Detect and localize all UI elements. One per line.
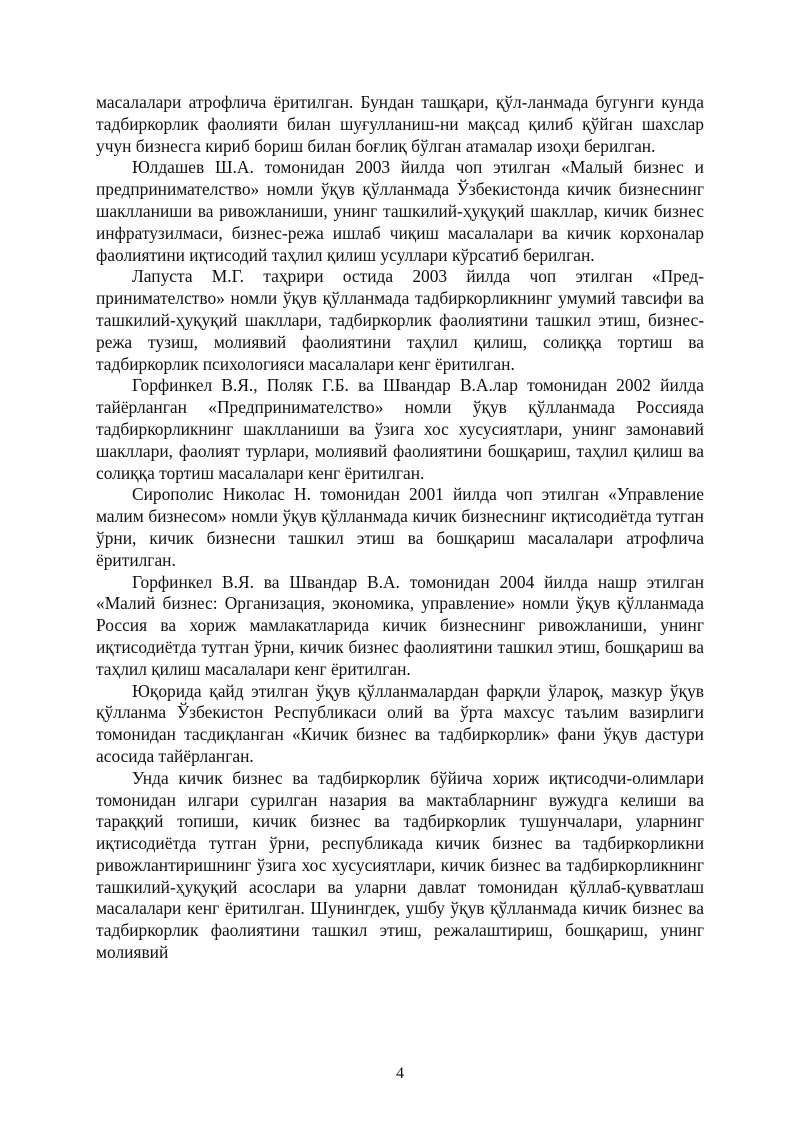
paragraph-yuldashev: Юлдашев Ш.А. томонидан 2003 йилда чоп этилган «Малый бизнес и предпринимателство» номли ўқув қўлланмада Ўзбекистонда кичик бизнеснинг шаклланиши ва ривожланиши, унинг ташкилий-ҳуқуқий шакллар, кичик бизнес инфратузилмаси, бизнес-режа ишлаб чиқиш масалалари ва кичик корхоналар фаолиятини иқтисодий таҳлил қилиш усуллари кўрсатиб берилган. xyxy=(96,157,704,265)
paragraph-continuation: масалалари атрофлича ёритилган. Бундан ташқари, қўл-ланмада бугунги кунда тадбиркорлик фаолияти билан шуғулланиш-ни мақсад қилиб қўйган шахслар учун бизнесга кириб бориш билан боғлиқ бўлган атамалар изоҳи берилган. xyxy=(96,92,704,156)
paragraph-distinction: Юқорида қайд этилган ўқув қўлланмалардан фарқли ўлароқ, мазкур ўқув қўлланма Ўзбекистон Республикаси олий ва ўрта махсус таълим вазирлиги томонидан тасдиқланган «Кичик бизнес ва тадбиркорлик» фани ўқув дастури асосида тайёрланган. xyxy=(96,680,704,766)
paragraph-gorfinkel-polyak: Горфинкел В.Я., Поляк Г.Б. ва Швандар В.А.лар томонидан 2002 йилда тайёрланган «Предпринимателство» номли ўқув қўлланмада Россияда тадбиркорликнинг шаклланиши ва ўзига хос хусусиятлари, унинг замонавий шакллари, фаолият турлари, молиявий фаолиятини бошқариш, таҳлил қилиш ва солиққа тортиш масалалари кенг ёритилган. xyxy=(96,375,704,483)
page-number: 4 xyxy=(396,1065,404,1082)
paragraph-gorfinkel-shvandar: Горфинкел В.Я. ва Швандар В.А. томонидан 2004 йилда нашр этилган «Малий бизнес: Организация, экономика, управление» номли ўқув қўлланмада Россия ва хориж мамлакатларида кичик бизнеснинг ривожланиши, унинг иқтисодиётда тутган ўрни, кичик бизнес фаолиятини ташкил этиш, бошқариш ва таҳлил қилиш масалалари кенг ёритилган. xyxy=(96,571,704,679)
paragraph-contents: Унда кичик бизнес ва тадбиркорлик бўйича хориж иқтисодчи-олимлари томонидан илгари сурилган назария ва мактабларнинг вужудга келиши ва тараққий топиши, кичик бизнес ва тадбиркорлик тушунчалари, уларнинг иқтисодиётда тутган ўрни, республикада кичик бизнес ва тадбиркорликни ривожлантиришнинг ўзига хос хусусиятлари, кичик бизнес ва тадбиркорликнинг ташкилий-ҳуқуқий асослари ва уларни давлат томонидан қўллаб-қувватлаш масалалари кенг ёритилган. Шунингдек, ушбу ўқув қўлланмада кичик бизнес ва тадбиркорлик фаолиятини ташкил этиш, режалаштириш, бошқариш, унинг молиявий xyxy=(96,767,704,963)
paragraph-lapusta: Лапуста М.Г. таҳрири остида 2003 йилда чоп этилган «Пред-принимателство» номли ўқув қўлланмада тадбиркорликнинг умумий тавсифи ва ташкилий-ҳуқуқий шакллари, тадбиркорлик фаолиятини ташкил этиш, бизнес-режа тузиш, молиявий фаолиятини таҳлил қилиш, солиққа тортиш ва тадбиркорлик психологияси масалалари кенг ёритилган. xyxy=(96,266,704,374)
paragraph-siropolis: Сирополис Николас Н. томонидан 2001 йилда чоп этилган «Управление малим бизнесом» номли ўқув қўлланмада кичик бизнеснинг иқтисодиётда тутган ўрни, кичик бизнесни ташкил этиш ва бошқариш масалалари атрофлича ёритилган. xyxy=(96,484,704,570)
document-body xyxy=(96,92,704,964)
